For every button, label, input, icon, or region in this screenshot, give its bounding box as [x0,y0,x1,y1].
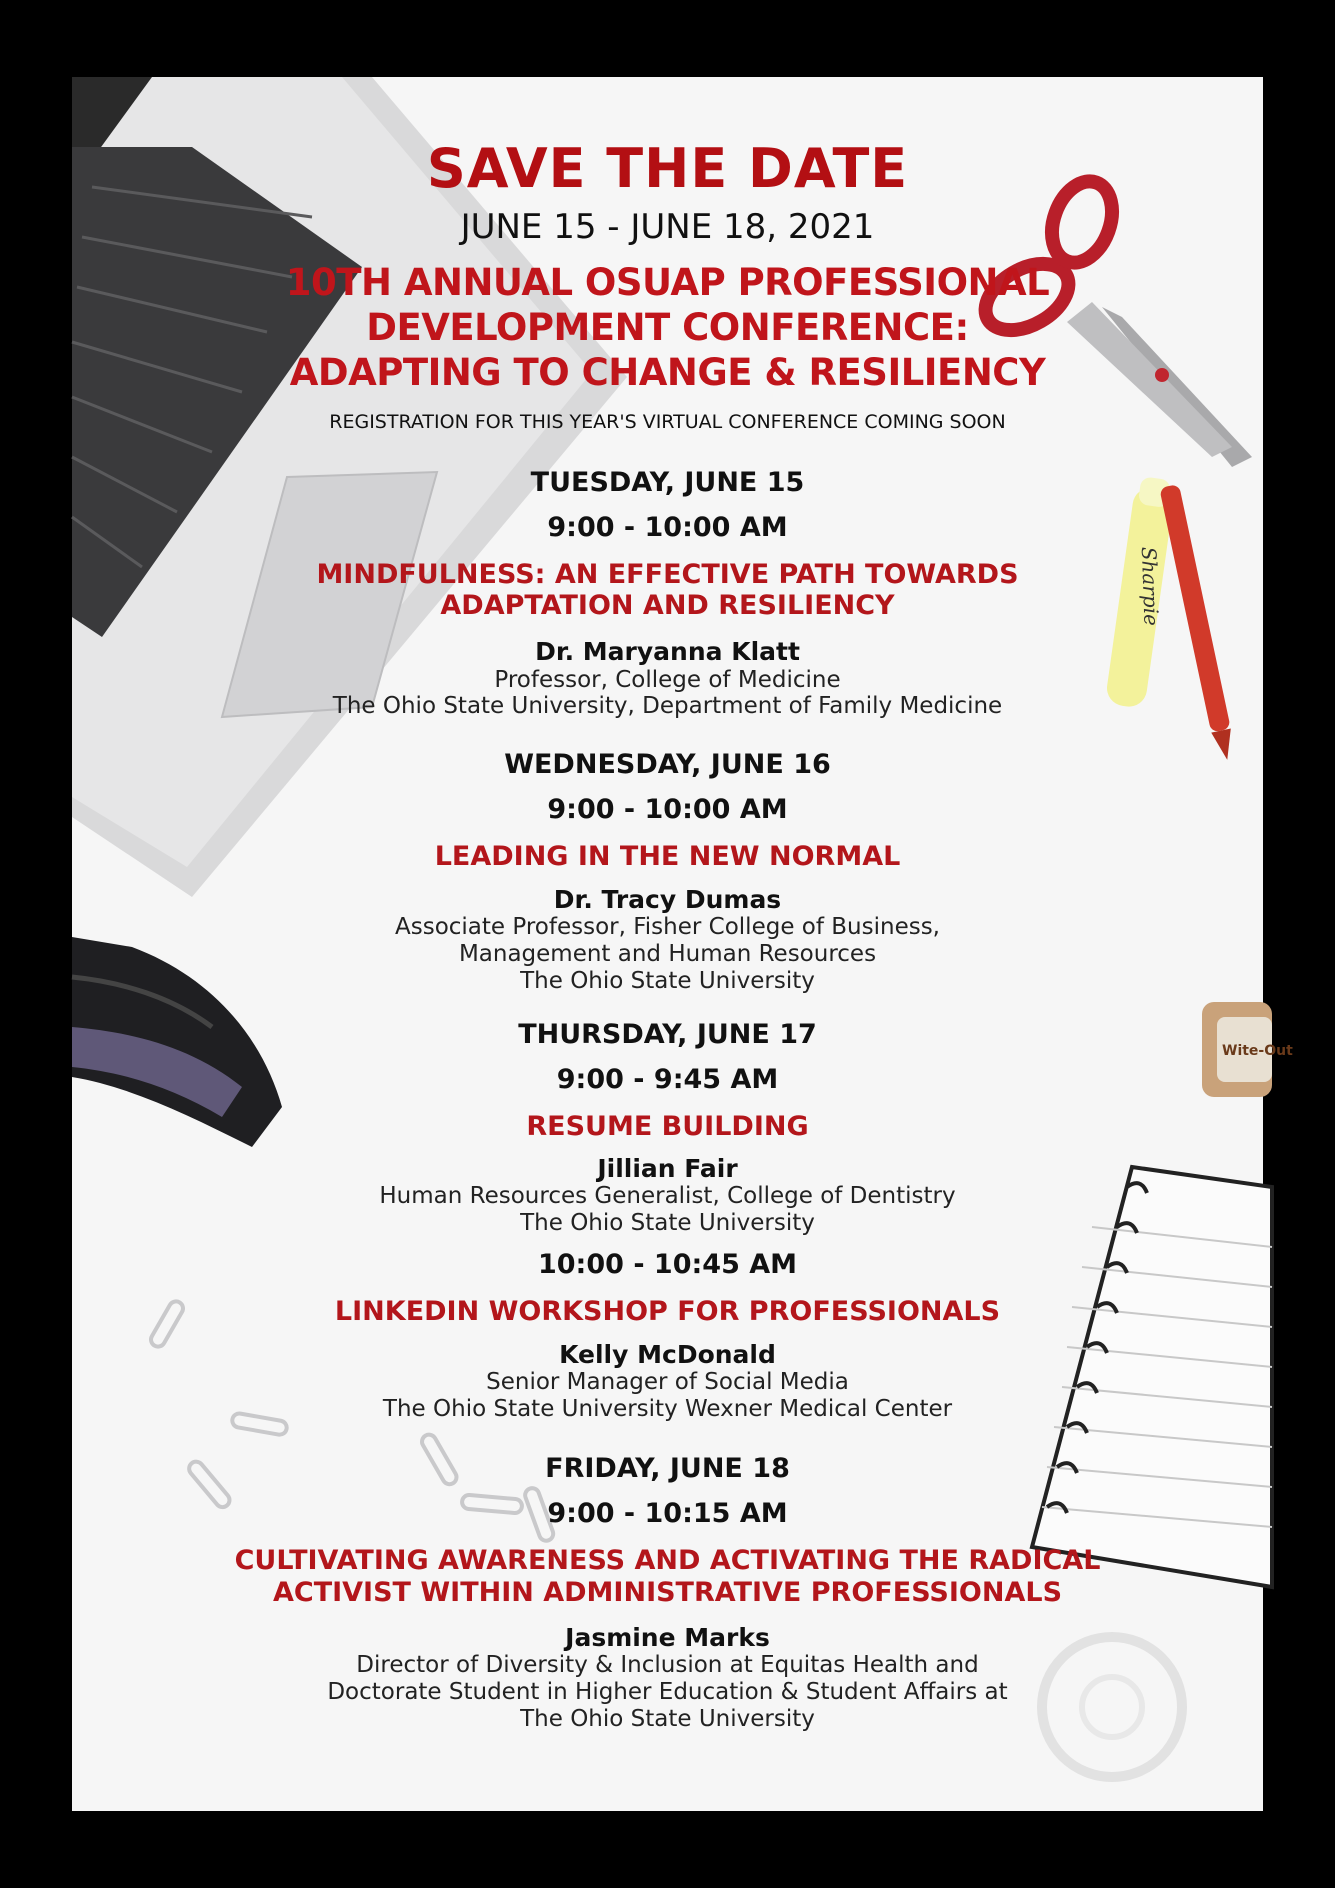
speaker-name: Dr. Maryanna Klatt [535,637,800,666]
speaker-detail: Management and Human Resources [458,941,877,967]
speaker-detail: The Ohio State University, Department of Family Medicine [332,693,1003,719]
session-time: 9:00 - 10:00 AM [547,794,788,825]
session-title: LEADING IN THE NEW NORMAL [434,841,901,872]
day-heading-friday: FRIDAY, JUNE 18 [545,1453,790,1484]
speaker-name: Kelly McDonald [559,1340,776,1369]
session-title: MINDFULNESS: AN EFFECTIVE PATH TOWARDS [316,559,1019,590]
conference-title-line-1: 10TH ANNUAL OSUAP PROFESSIONAL [285,261,1050,304]
speaker-detail: Professor, College of Medicine [494,667,841,693]
session-title: ACTIVIST WITHIN ADMINISTRATIVE PROFESSIONALS [272,1577,1063,1608]
conference-date-range: JUNE 15 - JUNE 18, 2021 [460,207,875,247]
session-title: CULTIVATING AWARENESS AND ACTIVATING THE RADICAL [234,1545,1101,1576]
registration-note: REGISTRATION FOR THIS YEAR'S VIRTUAL CONFERENCE COMING SOON [329,411,1006,433]
day-heading-wednesday: WEDNESDAY, JUNE 16 [504,749,831,780]
day-heading-thursday: THURSDAY, JUNE 17 [518,1019,817,1050]
speaker-detail: The Ohio State University [520,968,815,994]
speaker-detail: Director of Diversity & Inclusion at Equitas Health and [356,1652,979,1678]
conference-title-line-2: DEVELOPMENT CONFERENCE: [366,306,969,349]
speaker-name: Jasmine Marks [565,1623,770,1652]
speaker-name: Jillian Fair [597,1154,738,1183]
session-time: 10:00 - 10:45 AM [537,1249,798,1280]
session-title: LINKEDIN WORKSHOP FOR PROFESSIONALS [334,1296,1001,1327]
session-time: 9:00 - 9:45 AM [556,1064,779,1095]
speaker-detail: Senior Manager of Social Media [486,1369,849,1395]
speaker-detail: Doctorate Student in Higher Education & Student Affairs at [327,1679,1008,1705]
session-title: ADAPTATION AND RESILIENCY [440,590,895,621]
speaker-detail: The Ohio State University [520,1706,815,1732]
speaker-detail: The Ohio State University [520,1210,815,1236]
speaker-detail: Human Resources Generalist, College of Dentistry [379,1183,956,1209]
marker-brand-label: Sharpie [1136,546,1164,627]
day-heading-tuesday: TUESDAY, JUNE 15 [530,467,805,498]
flyer-poster [72,77,1293,1811]
speaker-name: Dr. Tracy Dumas [553,885,782,914]
flyer-content [72,77,1263,1811]
correction-tape-label: Wite-Out [1222,1043,1293,1059]
save-the-date-heading: SAVE THE DATE [426,137,909,200]
speaker-detail: The Ohio State University Wexner Medical Center [382,1396,953,1422]
conference-title-line-3: ADAPTING TO CHANGE & RESILIENCY [289,351,1046,394]
session-title: RESUME BUILDING [526,1111,809,1142]
speaker-detail: Associate Professor, Fisher College of Business, [395,914,940,940]
session-time: 9:00 - 10:15 AM [547,1498,788,1529]
session-time: 9:00 - 10:00 AM [547,512,788,543]
